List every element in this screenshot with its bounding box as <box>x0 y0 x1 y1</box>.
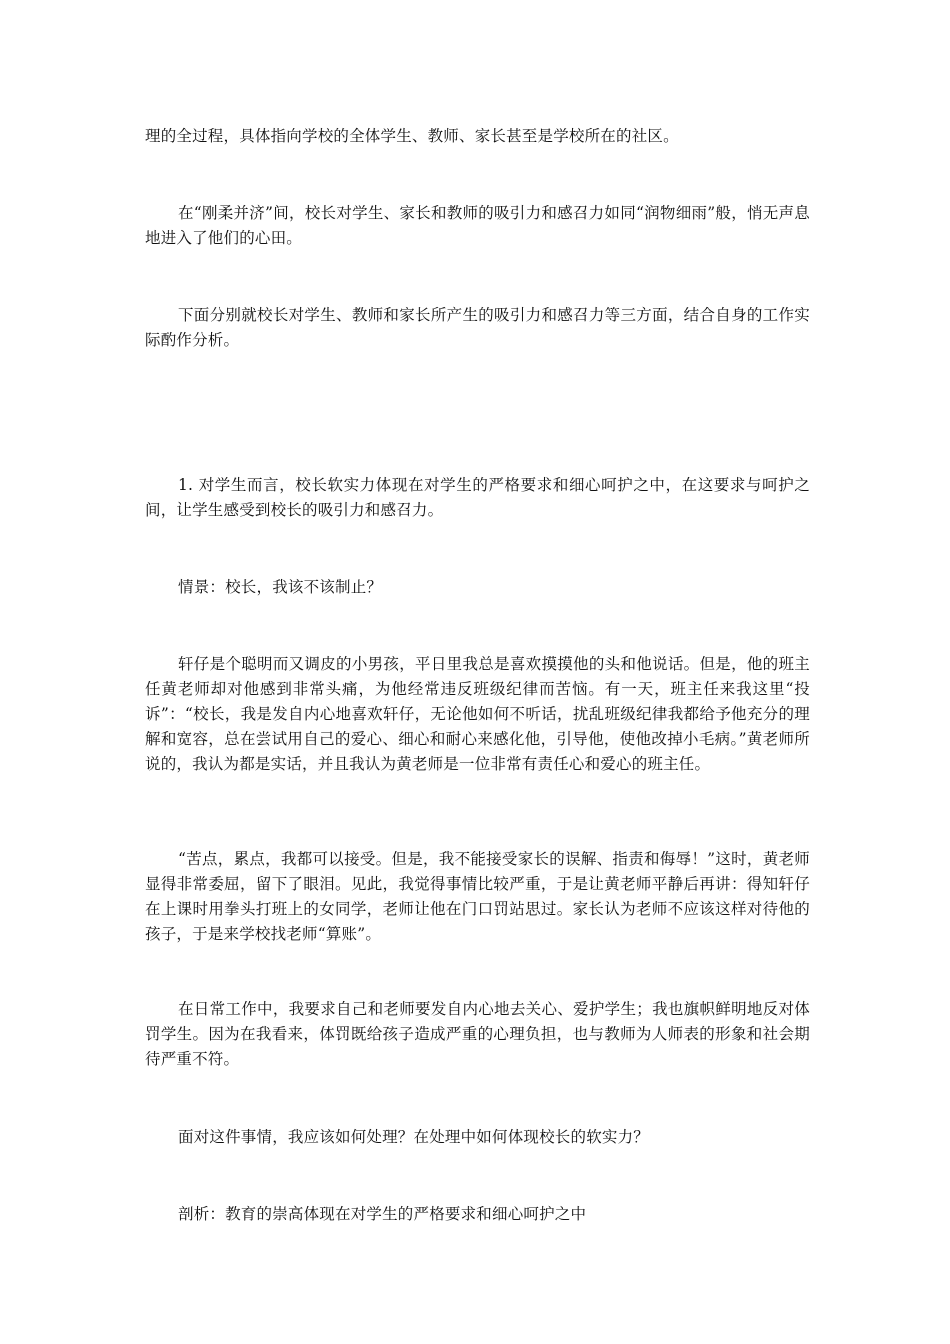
paragraph-daily-work: 在日常工作中，我要求自己和老师要发自内心地去关心、爱护学生；我也旗帜鲜明地反对体罚学生。因为在我看来，体罚既给孩子造成严重的心理负担，也与教师为人师表的形象和社会期待严重不符。 <box>145 1000 810 1068</box>
paragraph-question: 面对这件事情，我应该如何处理？在处理中如何体现校长的软实力？ <box>178 1128 650 1146</box>
paragraph-scenario-title: 情景：校长，我该不该制止？ <box>178 578 383 596</box>
paragraph-analysis-intro: 下面分别就校长对学生、教师和家长所产生的吸引力和感召力等三方面，结合自身的工作实际酌作分析。 <box>145 306 810 349</box>
paragraph-section-1-heading: 1. 对学生而言，校长软实力体现在对学生的严格要求和细心呵护之中，在这要求与呵护之间，让学生感受到校长的吸引力和感召力。 <box>145 476 810 519</box>
paragraph-xuanzai-story: 轩仔是个聪明而又调皮的小男孩，平日里我总是喜欢摸摸他的头和他说话。但是，他的班主任黄老师却对他感到非常头痛，为他经常违反班级纪律而苦恼。有一天，班主任来我这里“投诉”：“校长，我是发自内心地喜欢轩仔，无论他如何不听话，扰乱班级纪律我都给予他充分的理解和宽容，总在尝试用自己的爱心、细心和耐心来感化他，引导他，使他改掉小毛病。”黄老师所说的，我认为都是实话，并且我认为黄老师是一位非常有责任心和爱心的班主任。 <box>145 655 810 773</box>
paragraph-teacher-quote: “苦点，累点，我都可以接受。但是，我不能接受家长的误解、指责和侮辱！”这时，黄老师显得非常委屈，留下了眼泪。见此，我觉得事情比较严重，于是让黄老师平静后再讲：得知轩仔在上课时用拳头打班上的女同学，老师让他在门口罚站思过。家长认为老师不应该这样对待他的孩子，于是来学校找老师“算账”。 <box>145 850 810 943</box>
paragraph-gangrou-bingji: 在“刚柔并济”间，校长对学生、家长和教师的吸引力和感召力如同“润物细雨”般，悄无声息地进入了他们的心田。 <box>145 204 810 247</box>
paragraph-analysis-heading: 剖析：教育的崇高体现在对学生的严格要求和细心呵护之中 <box>178 1205 587 1223</box>
paragraph-continuation: 理的全过程，具体指向学校的全体学生、教师、家长甚至是学校所在的社区。 <box>145 127 679 145</box>
